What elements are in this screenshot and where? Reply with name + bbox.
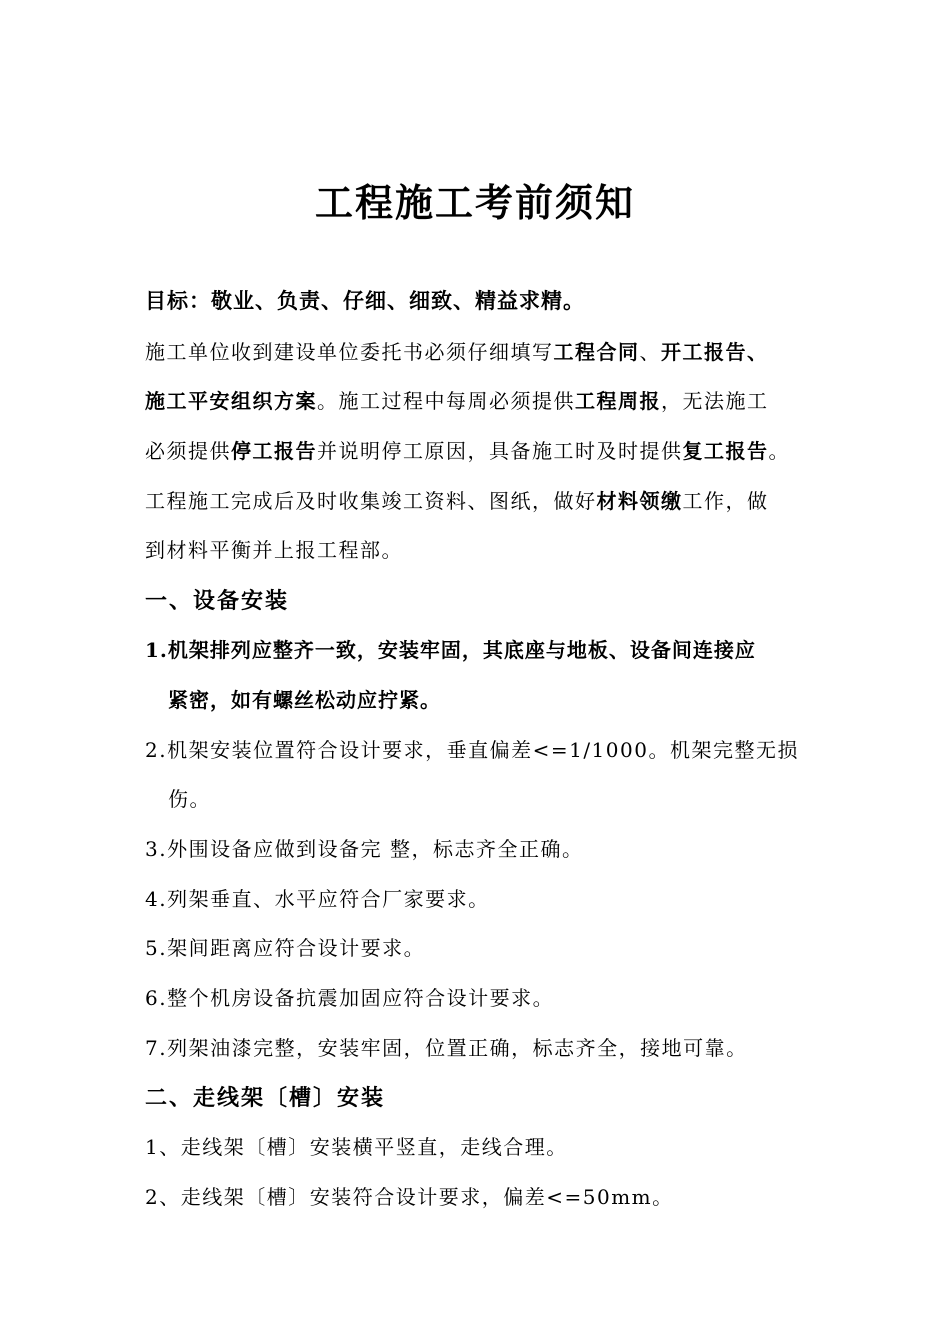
list-item-2-line-1: 2.机架安装位置符合设计要求，垂直偏差<=1/1000。机架完整无损 [145, 738, 799, 762]
goal-statement: 目标：敬业、负责、仔细、细致、精益求精。 [145, 288, 585, 313]
intro-text: 工作，做 [682, 489, 769, 513]
intro-emphasis: 工程合同 [553, 340, 640, 364]
intro-emphasis: 施工平安组织方案 [145, 389, 317, 413]
list-item-1-line-1: 1.机架排列应整齐一致，安装牢固，其底座与地板、设备间连接应 [145, 638, 756, 662]
intro-text: ，无法施工 [661, 389, 769, 413]
intro-emphasis: 停工报告 [231, 439, 317, 463]
intro-text: 。施工过程中每周必须提供 [317, 389, 575, 413]
section-heading-equipment: 一、设备安装 [145, 588, 290, 614]
list-item-7: 7.列架油漆完整，安装牢固，位置正确，标志齐全，接地可靠。 [145, 1036, 748, 1060]
list-item-1-line-2: 紧密，如有螺丝松动应拧紧。 [168, 688, 441, 712]
list-item-2-line-2: 伤。 [168, 787, 211, 811]
list-item-5: 5.架间距离应符合设计要求。 [145, 936, 426, 960]
document-title: 工程施工考前须知 [314, 180, 635, 225]
intro-emphasis: 开工报告、 [661, 340, 769, 364]
section-heading-cable-tray: 二、走线架〔槽〕安装 [145, 1085, 386, 1111]
intro-text: 施工单位收到建设单位委托书必须仔细填写 [145, 340, 554, 364]
intro-text: 并说明停工原因，具备施工时及时提供 [317, 439, 683, 463]
intro-line-3 [145, 436, 790, 466]
intro-text: 工程施工完成后及时收集竣工资料、图纸，做好 [145, 489, 597, 513]
list-item-3: 3.外围设备应做到设备完 整，标志齐全正确。 [145, 837, 584, 861]
intro-emphasis: 材料领缴 [596, 489, 683, 513]
intro-text: 。 [768, 439, 790, 463]
list-item-tray-1: 1、走线架〔槽〕安装横平竖直，走线合理。 [145, 1135, 568, 1159]
list-item-tray-2: 2、走线架〔槽〕安装符合设计要求，偏差<=50mm。 [145, 1185, 674, 1209]
list-item-6: 6.整个机房设备抗震加固应符合设计要求。 [145, 986, 555, 1010]
intro-line-2 [145, 386, 769, 416]
intro-line-5: 到材料平衡并上报工程部。 [145, 538, 403, 562]
intro-text: 必须提供 [145, 439, 231, 463]
intro-line-1 [145, 337, 769, 367]
intro-emphasis: 复工报告 [682, 439, 769, 463]
intro-text: 、 [639, 340, 661, 364]
intro-emphasis: 工程周报 [575, 389, 661, 413]
intro-line-4 [145, 486, 769, 516]
list-item-4: 4.列架垂直、水平应符合厂家要求。 [145, 887, 490, 911]
